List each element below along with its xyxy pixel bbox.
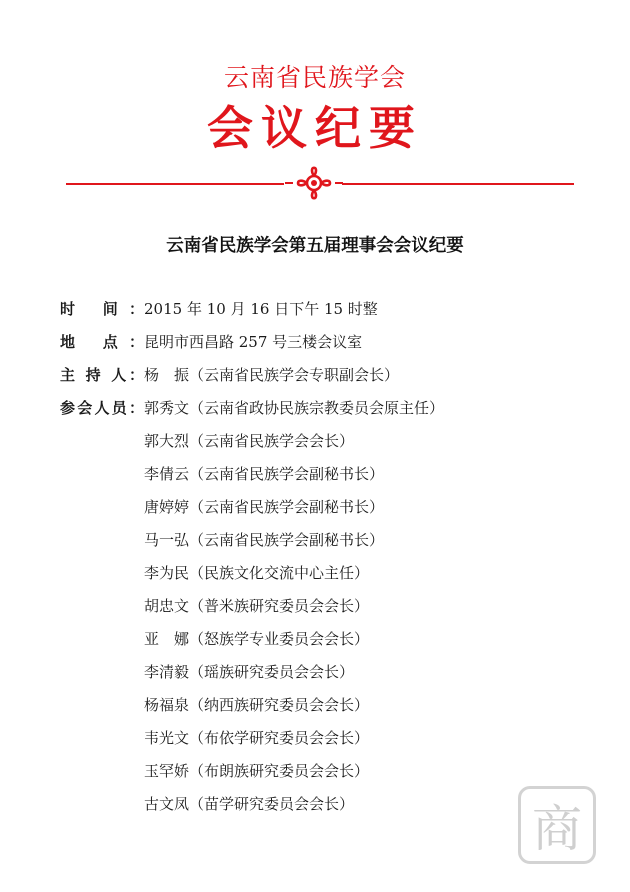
organization-name: 云南省民族学会 xyxy=(223,63,406,92)
attendee-item: 郭秀文（云南省政协民族宗教委员会原主任） xyxy=(144,399,445,417)
time-label: 时 间： xyxy=(60,300,144,318)
attendees-label-row xyxy=(60,396,144,420)
attendee-item: 李倩云（云南省民族学会副秘书长） xyxy=(144,465,385,483)
meeting-host-row xyxy=(60,363,399,387)
attendee-item: 唐婷婷（云南省民族学会副秘书长） xyxy=(144,498,385,516)
attendee-item: 马一弘（云南省民族学会副秘书长） xyxy=(144,531,385,549)
right-divider-rule xyxy=(342,183,574,185)
attendee-item: 玉罕娇（布朗族研究委员会会长） xyxy=(144,762,370,780)
host-label: 主 持 人： xyxy=(60,366,144,384)
ornamental-knot-icon xyxy=(283,161,345,205)
attendees-label: 参会人员： xyxy=(60,399,144,417)
document-type-heading: 会议纪要 xyxy=(207,101,423,155)
attendee-item: 郭大烈（云南省民族学会会长） xyxy=(144,432,355,450)
document-title: 云南省民族学会第五届理事会会议纪要 xyxy=(166,236,464,256)
host-value: 杨 振（云南省民族学会专职副会长） xyxy=(144,366,400,384)
watermark-glyph: 商 xyxy=(532,800,582,858)
meeting-place-row xyxy=(60,330,362,354)
attendee-item: 韦光文（布依学研究委员会会长） xyxy=(144,729,370,747)
time-value: 2015 年 10 月 16 日下午 15 时整 xyxy=(144,300,378,318)
place-value: 昆明市西昌路 257 号三楼会议室 xyxy=(144,333,363,351)
attendee-item: 古文凤（苗学研究委员会会长） xyxy=(144,795,355,813)
shop-seal-watermark-icon xyxy=(518,786,596,864)
attendee-item: 胡忠文（普米族研究委员会会长） xyxy=(144,597,370,615)
left-divider-rule xyxy=(66,183,284,185)
attendee-item: 杨福泉（纳西族研究委员会会长） xyxy=(144,696,370,714)
meeting-time-row xyxy=(60,297,378,321)
attendee-item: 李为民（民族文化交流中心主任） xyxy=(144,564,370,582)
place-label: 地 点： xyxy=(60,333,144,351)
attendee-item: 李清毅（瑶族研究委员会会长） xyxy=(144,663,355,681)
attendee-item: 亚 娜（怒族学专业委员会会长） xyxy=(144,630,370,648)
